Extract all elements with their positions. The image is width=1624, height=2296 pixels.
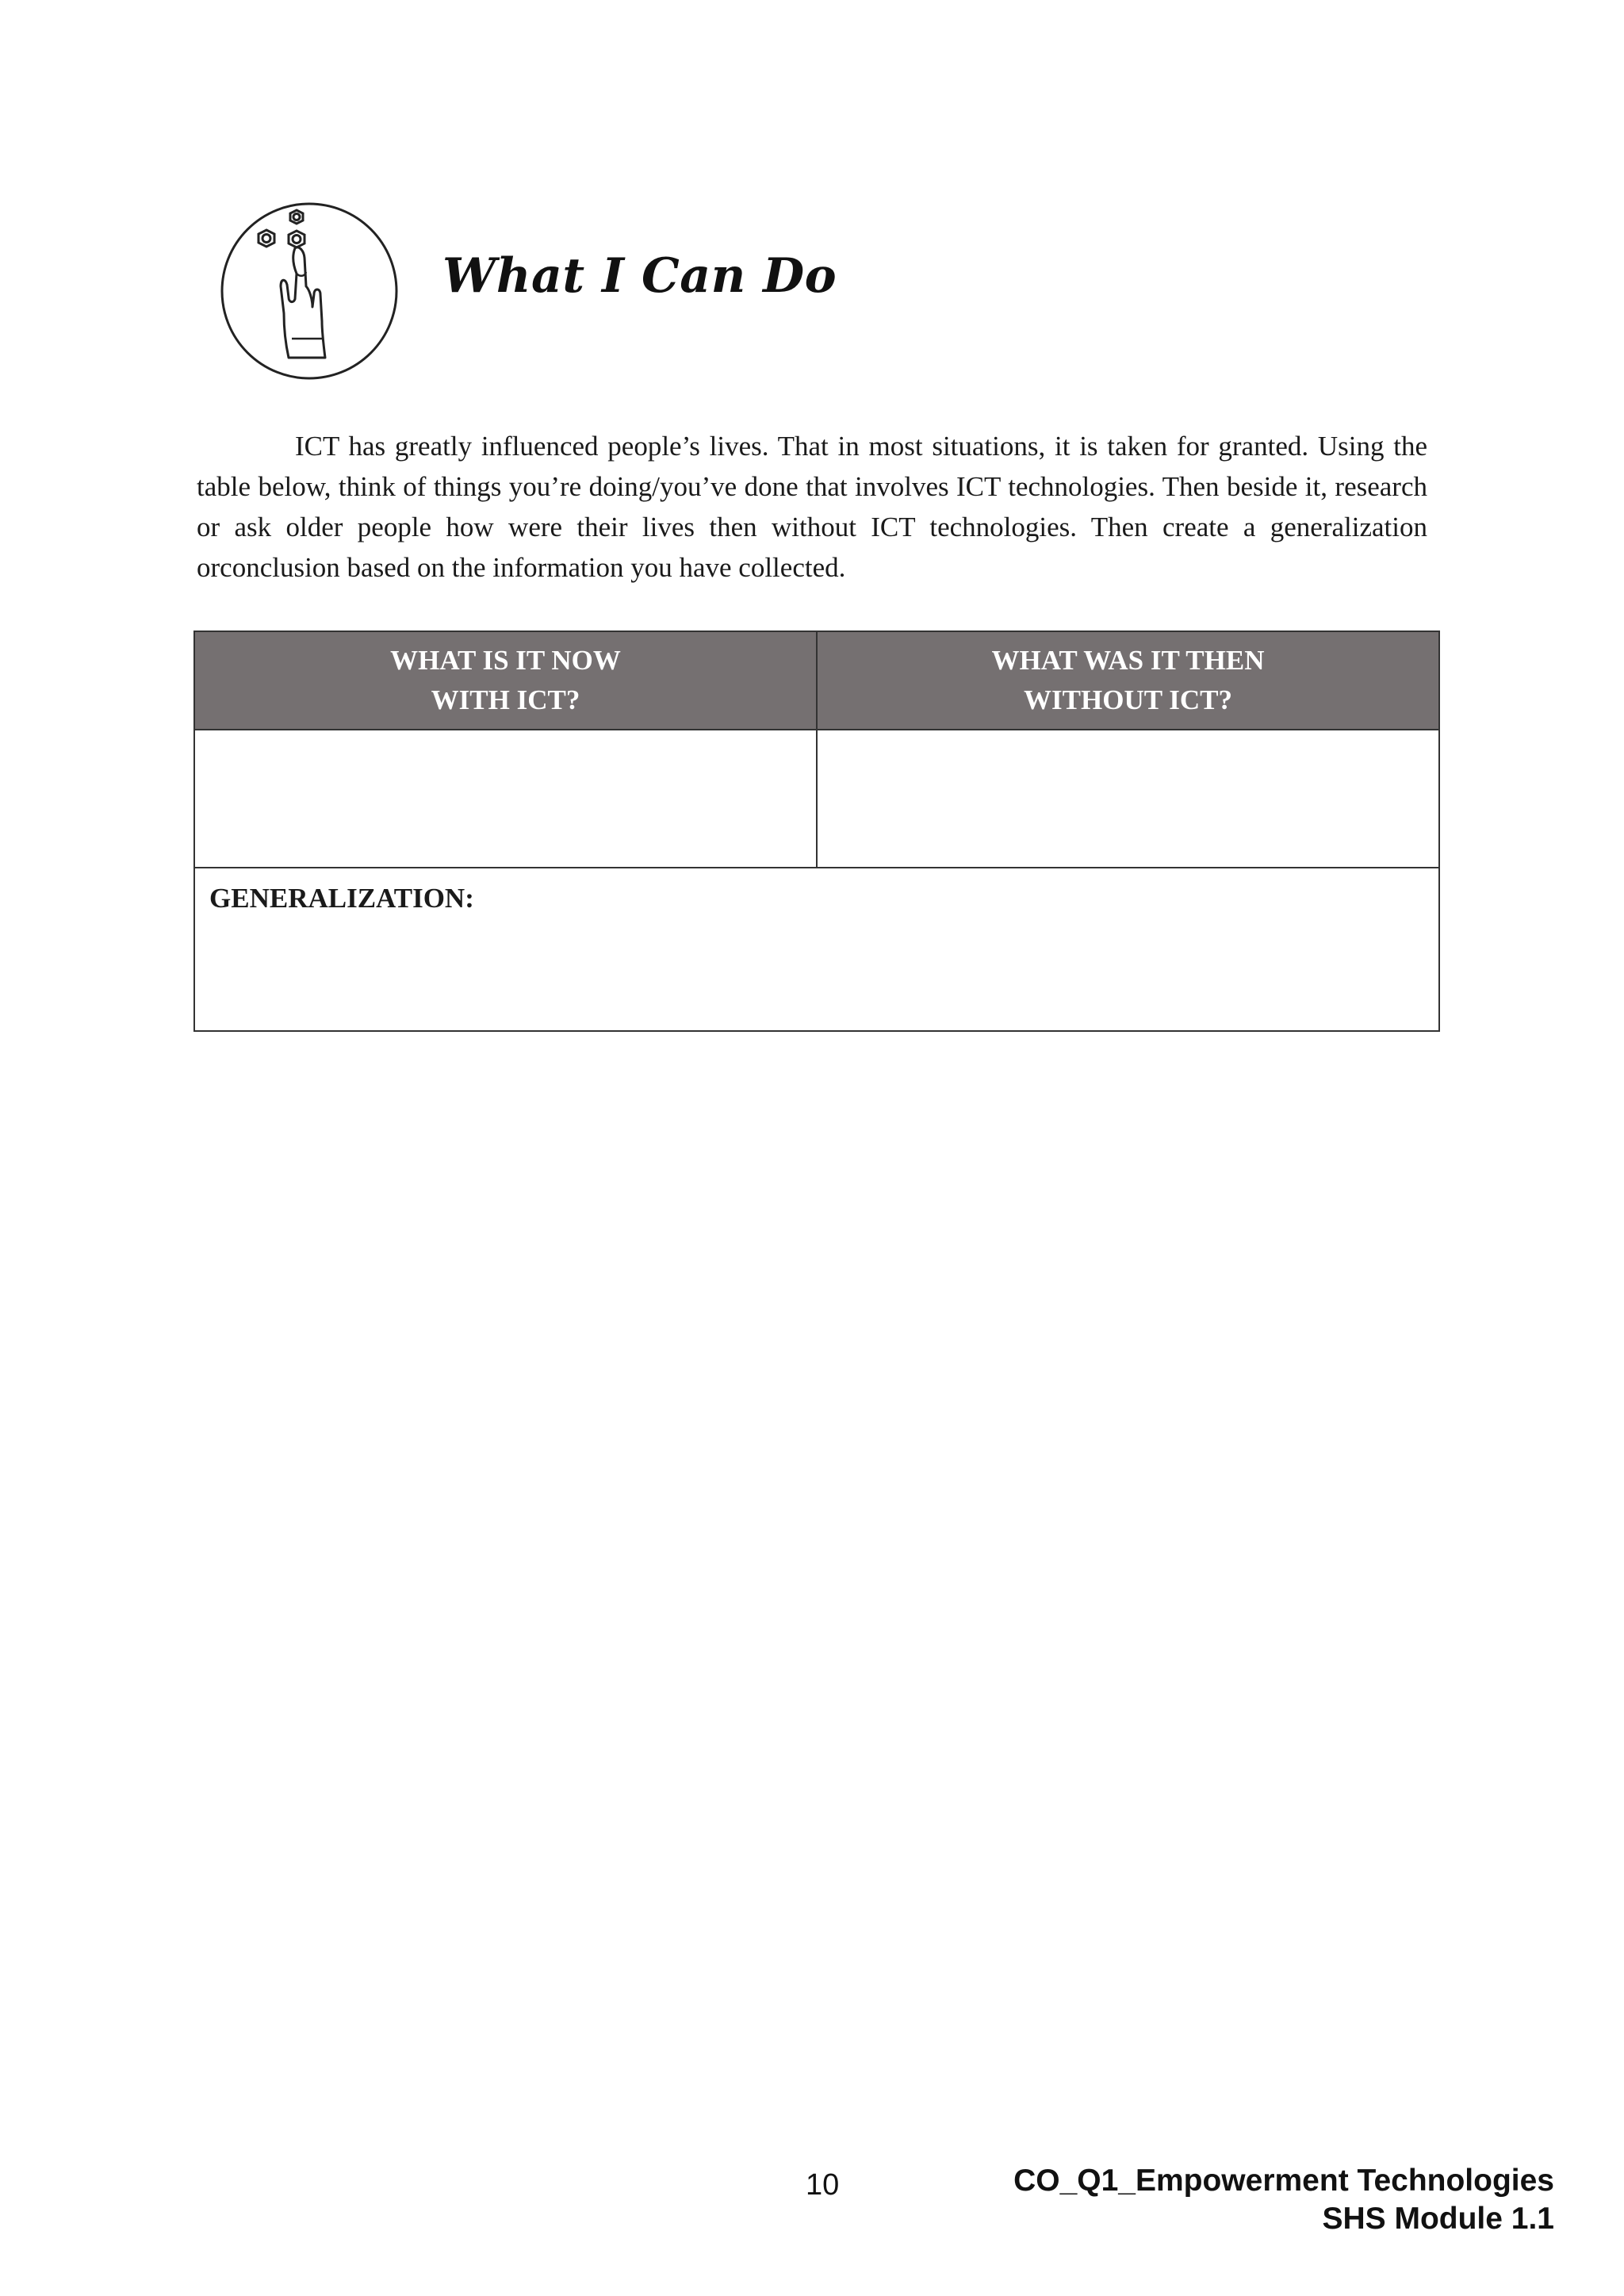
hand-holding-gears-icon <box>213 194 403 385</box>
module-code-line-2: SHS Module 1.1 <box>1322 2202 1554 2236</box>
ict-comparison-table <box>193 631 1440 1032</box>
then-without-ict-answer-cell[interactable] <box>817 730 1439 868</box>
table-header-row <box>194 631 1439 730</box>
generalization-cell[interactable] <box>194 868 1439 1031</box>
page-number: 10 <box>806 2168 840 2202</box>
now-with-ict-answer-cell[interactable] <box>194 730 817 868</box>
generalization-label: GENERALIZATION: <box>209 883 474 914</box>
generalization-row <box>194 868 1439 1031</box>
header-then-without-ict: WHAT WAS IT THEN WITHOUT ICT? <box>817 631 1439 730</box>
module-code-line-1: CO_Q1_Empowerment Technologies <box>1013 2164 1554 2198</box>
intro-paragraph: ICT has greatly influenced people’s lives. That in most situations, it is taken for granted. Using the table below, think of things you’re doing/you’ve done that involves ICT technologies. Then beside it, research or ask older people how were their lives then without ICT technologies. Then create a generalization orconclusion based on the information you have collected. <box>197 431 1427 583</box>
module-code <box>1013 2162 1554 2238</box>
header-now-with-ict: WHAT IS IT NOW WITH ICT? <box>194 631 817 730</box>
section-title: What I Can Do <box>442 248 837 304</box>
table-row <box>194 730 1439 868</box>
